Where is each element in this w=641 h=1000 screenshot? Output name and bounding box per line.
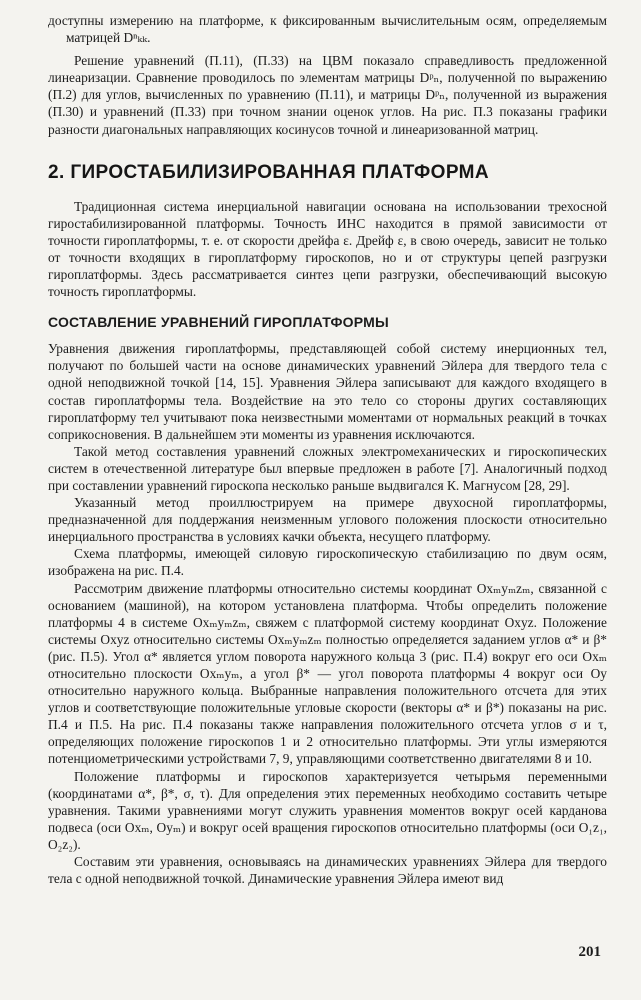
body-paragraph-3: Указанный метод проиллюстрируем на примере двухосной гироплатформы, предназначенной для поддержания неизменным углового положения плоскости относительно инерциального пространства в условиях качки объекта, несущего платформу. [48, 495, 607, 545]
body-paragraph-6: Положение платформы и гироскопов характеризуется четырьмя переменными (координатами α*, β*, σ, τ). Для определения этих переменных необходимо составить четыре уравнения. Такими уравнениями могут служить уравнения моментов вокруг осей карданова подвеса (оси Oxₘ, Oyₘ) и вокруг осей вращения гироскопов относительно платформы (оси O₁z₁, O₂z₂). [48, 768, 607, 852]
body-paragraph-5: Рассмотрим движение платформы относительно системы координат Oxₘyₘzₘ, связанной с основанием (машиной), на котором установлена платформа. Чтобы определить положение платформы 4 в системе Oxₘyₘzₘ, свяжем с платформой систему координат Oxyz. Положение системы Oxyz относительно системы Oxₘyₘzₘ полностью определяется заданием углов α* и β* (рис. П.5). Угол α* является углом поворота наружного кольца 3 (рис. П.4) вокруг его оси Oxₘ относительно плоскости Oxₘyₘ, а угол β* — угол поворота платформы 4 вокруг оси Oy относительно наружного кольца. Выбранные направления положительного отсчета для этих углов и соответствующие положительные угловые скорости (векторы α* и β*) показаны на рис. П.4 и П.5. На рис. П.4 показаны также направления положительного отсчета углов σ и τ, определяющих положение гироскопов 1 и 2 относительно платформы. Эти углы измеряются потенциометрическими устройствами 7, 9, управляющими соответственно двигателями 8 и 10. [48, 580, 607, 767]
body-paragraph-1: Уравнения движения гироплатформы, представляющей собой систему инерционных тел, получают по большей части на основе динамических уравнений Эйлера для твердого тела с одной неподвижной точкой [14, 15]. Уравнения Эйлера записывают для каждого входящего в состав гироплатформы тела. Воздействие на это тело со стороны других составляющих гироплатформу тел учитывают пока неизвестными моментами от нормальных реакций в точках соприкосновения. В дальнейшем эти моменты из уравнения исключаются. [48, 341, 607, 442]
page-number: 201 [578, 944, 601, 960]
body-paragraph-2: Такой метод составления уравнений сложных электромеханических и гироскопических систем в отечественной литературе был впервые предложен в работе [7]. Аналогичный подход при составлении уравнений гироскопа несколько раньше выдвигался К. Магнусом [28, 29]. [48, 443, 607, 493]
intro-paragraph-1: доступны измерению на платформе, к фиксированным вычислительным осям, определяемым матрицей Dⁿₖₖ. [48, 13, 607, 46]
intro-paragraph-2: Решение уравнений (П.11), (П.33) на ЦВМ показало справедливость предложенной линеаризации. Сравнение проводилось по элементам матрицы Dᵖₙ, полученной по выражению (П.2) для углов, вычисленных по уравнению (П.11), и матрицы Dᵖₙ, полученной из выражения (П.30) и уравнений (П.33) при точном знании оценок углов. На рис. П.3 показаны графики разности диагональных направляющих косинусов точной и линеаризованной матриц. [48, 53, 607, 137]
body-paragraph-7: Составим эти уравнения, основываясь на динамических уравнениях Эйлера для твердого тела с одной неподвижной точкой. Динамические уравнения Эйлера имеют вид [48, 854, 607, 887]
intro-block [48, 12, 607, 138]
section-intro-paragraph: Традиционная система инерциальной навигации основана на использовании трехосной гиростабилизированной платформы. Точность ИНС находится в прямой зависимости от точности гироплатформы, т. е. от скорости дрейфа ε. Дрейф ε, в свою очередь, зависит не только от точности входящих в гироплатформу гироскопов, но и от структуры цепей разгрузки гироплатформы. Здесь рассматривается синтез цепи разгрузки, обеспечивающий высокую точность гироплатформы. [48, 198, 607, 300]
body-paragraph-4: Схема платформы, имеющей силовую гироскопическую стабилизацию по двум осям, изображена на рис. П.4. [48, 546, 607, 579]
subsection-title: СОСТАВЛЕНИЕ УРАВНЕНИЙ ГИРОПЛАТФОРМЫ [48, 314, 389, 331]
section-title: 2. ГИРОСТАБИЛИЗИРОВАННАЯ ПЛАТФОРМА [48, 161, 489, 183]
